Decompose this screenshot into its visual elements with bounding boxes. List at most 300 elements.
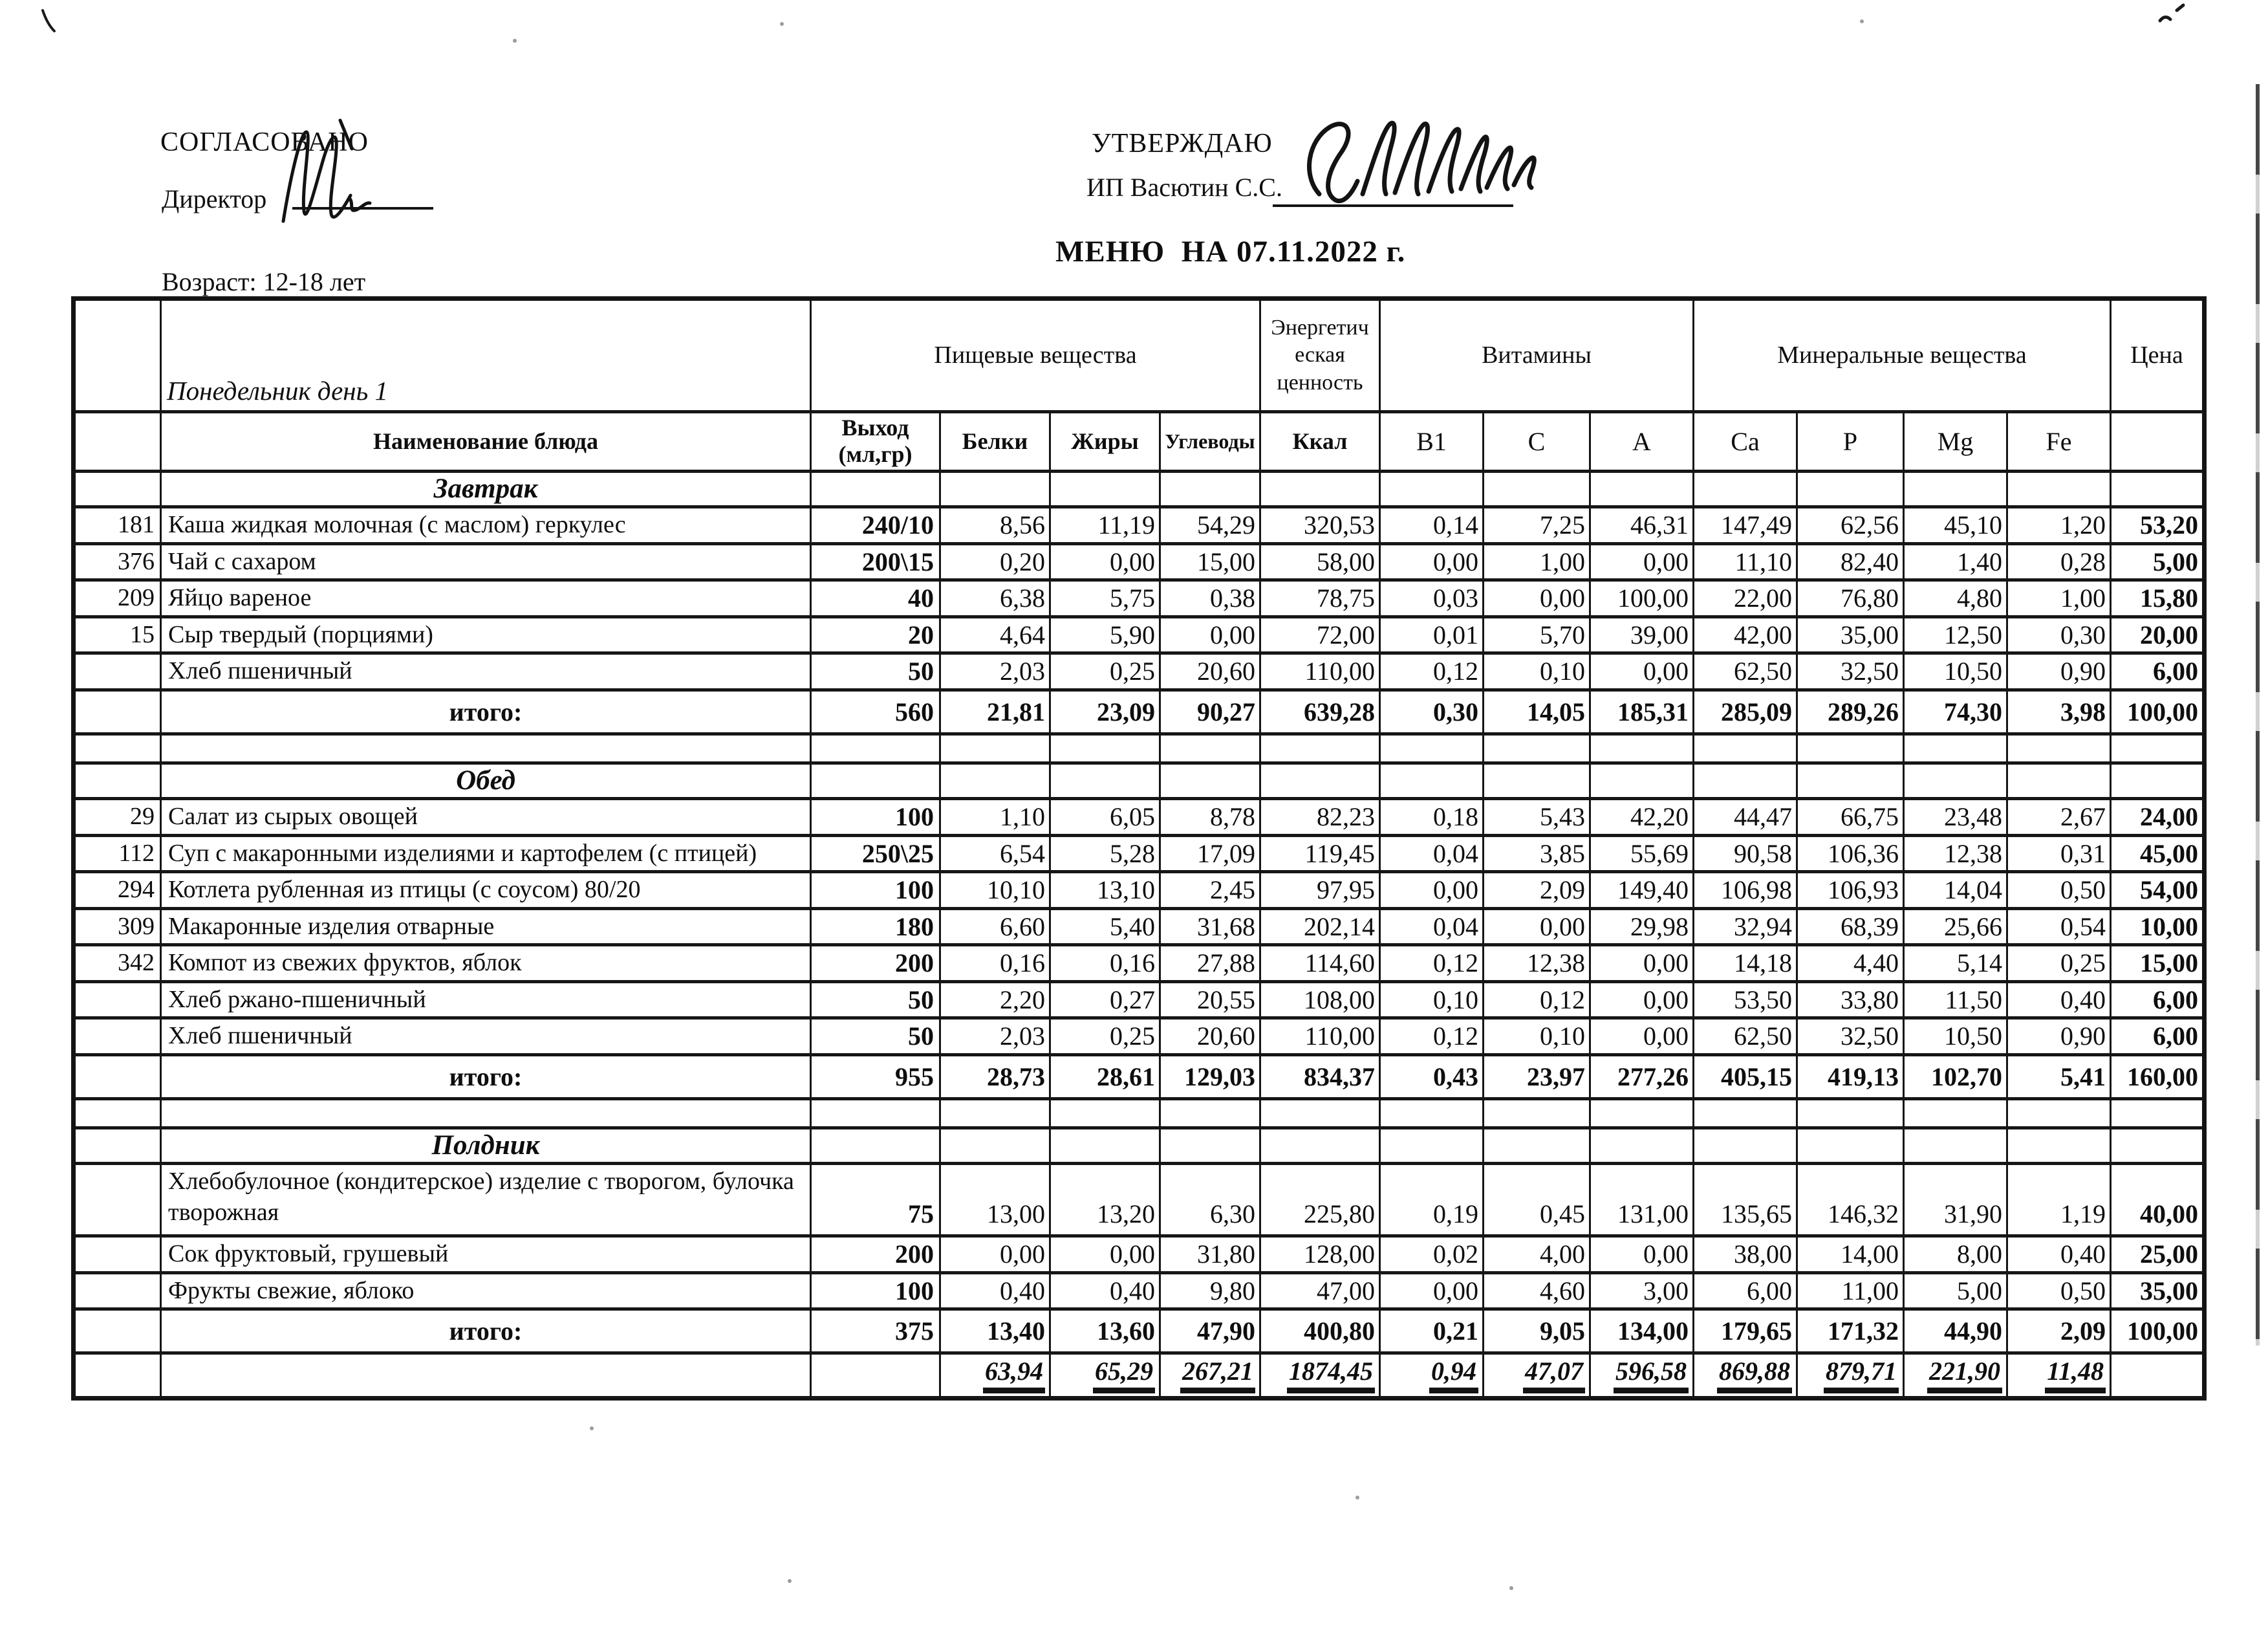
nutrient-value: 27,88 bbox=[1160, 945, 1260, 982]
nutrient-value: 0,00 bbox=[1380, 872, 1484, 909]
dish-name-column-header: Наименование блюда bbox=[161, 412, 811, 472]
dish-name: Хлеб ржано-пшеничный bbox=[161, 981, 811, 1018]
output-value: 200\15 bbox=[811, 543, 940, 580]
nutrient-value: 8,00 bbox=[1904, 1236, 2007, 1273]
empty-cell bbox=[1904, 1128, 2007, 1163]
nutrient-value: 2,20 bbox=[940, 981, 1050, 1018]
nutrient-value: 45,10 bbox=[1904, 507, 2007, 544]
grand-total-cell bbox=[940, 1353, 1050, 1399]
vitamins-group-header: Витамины bbox=[1380, 299, 1694, 412]
grand-total-number: 879,71 bbox=[1824, 1357, 1899, 1393]
magnesium-column-header: Mg bbox=[1904, 412, 2007, 472]
empty-cell bbox=[940, 734, 1050, 763]
nutrient-value: 6,05 bbox=[1050, 799, 1160, 836]
grand-total-number: 0,94 bbox=[1429, 1357, 1478, 1393]
nutrient-value: 13,10 bbox=[1050, 872, 1160, 909]
nutrient-value: 5,28 bbox=[1050, 835, 1160, 872]
empty-cell bbox=[940, 1098, 1050, 1128]
subtotal-label: итого: bbox=[161, 690, 811, 734]
nutrient-value: 0,40 bbox=[2007, 1236, 2111, 1273]
grand-total-number: 596,58 bbox=[1614, 1357, 1689, 1393]
subtotal-value: 5,41 bbox=[2007, 1054, 2111, 1098]
nutrient-value: 14,00 bbox=[1797, 1236, 1904, 1273]
nutrient-value: 0,00 bbox=[1590, 653, 1694, 690]
nutrient-value: 82,23 bbox=[1260, 799, 1380, 836]
empty-cell bbox=[2111, 1128, 2205, 1163]
grand-total-cell bbox=[1797, 1353, 1904, 1399]
empty-cell bbox=[1694, 763, 1797, 798]
nutrient-value: 29,98 bbox=[1590, 908, 1694, 945]
nutrient-value: 25,66 bbox=[1904, 908, 2007, 945]
grand-total-number: 869,88 bbox=[1717, 1357, 1792, 1393]
director-signature bbox=[264, 111, 380, 228]
subtotal-value: 23,97 bbox=[1484, 1054, 1590, 1098]
empty-cell bbox=[1590, 734, 1694, 763]
calcium-column-header: Ca bbox=[1694, 412, 1797, 472]
grand-total-cell bbox=[1694, 1353, 1797, 1399]
minerals-group-header: Минеральные вещества bbox=[1694, 299, 2111, 412]
nutrient-value: 11,50 bbox=[1904, 981, 2007, 1018]
number-column-blank bbox=[74, 412, 161, 472]
nutrient-value: 5,40 bbox=[1050, 908, 1160, 945]
price-value: 45,00 bbox=[2111, 835, 2205, 872]
dish-number bbox=[74, 1236, 161, 1273]
nutrient-value: 0,40 bbox=[2007, 981, 2111, 1018]
agreed-label: СОГЛАСОВАНО bbox=[160, 127, 369, 157]
grand-total-cell bbox=[1484, 1353, 1590, 1399]
dish-row bbox=[74, 1272, 2205, 1309]
nutrient-value: 135,65 bbox=[1694, 1164, 1797, 1236]
scan-speck bbox=[780, 22, 784, 26]
nutrient-value: 0,00 bbox=[1484, 908, 1590, 945]
empty-cell bbox=[1050, 763, 1160, 798]
nutrient-value: 6,00 bbox=[1694, 1272, 1797, 1309]
dish-row bbox=[74, 507, 2205, 544]
price-value: 6,00 bbox=[2111, 653, 2205, 690]
empty-cell bbox=[811, 1353, 940, 1399]
empty-cell bbox=[811, 1098, 940, 1128]
output-value: 40 bbox=[811, 580, 940, 617]
nutrient-value: 0,25 bbox=[1050, 1018, 1160, 1055]
spacer-row bbox=[74, 734, 2205, 763]
nutrient-value: 0,40 bbox=[1050, 1272, 1160, 1309]
day-label-cell: Понедельник день 1 bbox=[161, 299, 811, 412]
empty-cell bbox=[1260, 763, 1380, 798]
nutrient-value: 0,28 bbox=[2007, 543, 2111, 580]
nutrient-value: 0,20 bbox=[940, 543, 1050, 580]
output-value: 75 bbox=[811, 1164, 940, 1236]
nutrient-value: 11,19 bbox=[1050, 507, 1160, 544]
nutrient-value: 2,03 bbox=[940, 1018, 1050, 1055]
nutrient-value: 0,00 bbox=[1590, 981, 1694, 1018]
scan-speck bbox=[1860, 19, 1864, 23]
director-role-label: Директор bbox=[162, 184, 267, 213]
empty-cell bbox=[1484, 1128, 1590, 1163]
empty-cell bbox=[940, 763, 1050, 798]
subtotal-value: 21,81 bbox=[940, 690, 1050, 734]
nutrient-value: 6,38 bbox=[940, 580, 1050, 617]
nutrient-value: 9,80 bbox=[1160, 1272, 1260, 1309]
output-value: 180 bbox=[811, 908, 940, 945]
subtotal-value: 400,80 bbox=[1260, 1309, 1380, 1353]
empty-cell bbox=[1160, 734, 1260, 763]
section-title: Полдник bbox=[161, 1128, 811, 1163]
scan-speck bbox=[1509, 1586, 1513, 1590]
grand-total-cell bbox=[1050, 1353, 1160, 1399]
nutrient-value: 32,50 bbox=[1797, 653, 1904, 690]
nutrient-value: 12,38 bbox=[1904, 835, 2007, 872]
empty-cell bbox=[2007, 471, 2111, 507]
nutrient-value: 0,14 bbox=[1380, 507, 1484, 544]
vitamin-a-column-header: A bbox=[1590, 412, 1694, 472]
price-value: 6,00 bbox=[2111, 1018, 2205, 1055]
empty-cell bbox=[1260, 734, 1380, 763]
empty-cell bbox=[2007, 1098, 2111, 1128]
nutrient-value: 0,00 bbox=[1380, 543, 1484, 580]
grand-total-number: 1874,45 bbox=[1287, 1357, 1375, 1393]
empty-cell bbox=[1050, 471, 1160, 507]
empty-cell bbox=[1904, 1098, 2007, 1128]
nutrient-value: 320,53 bbox=[1260, 507, 1380, 544]
dish-row bbox=[74, 653, 2205, 690]
empty-cell bbox=[1694, 471, 1797, 507]
nutrient-value: 225,80 bbox=[1260, 1164, 1380, 1236]
nutrient-value: 90,58 bbox=[1694, 835, 1797, 872]
protein-column-header: Белки bbox=[940, 412, 1050, 472]
subtotal-value: 102,70 bbox=[1904, 1054, 2007, 1098]
nutrient-value: 1,00 bbox=[2007, 580, 2111, 617]
subtotal-value: 14,05 bbox=[1484, 690, 1590, 734]
nutrient-value: 0,90 bbox=[2007, 653, 2111, 690]
nutrient-value: 7,25 bbox=[1484, 507, 1590, 544]
empty-cell bbox=[2007, 734, 2111, 763]
empty-cell bbox=[1797, 734, 1904, 763]
subtotal-value: 134,00 bbox=[1590, 1309, 1694, 1353]
empty-cell bbox=[1050, 1128, 1160, 1163]
nutrient-value: 0,00 bbox=[1590, 945, 1694, 982]
price-value: 15,80 bbox=[2111, 580, 2205, 617]
nutrient-value: 131,00 bbox=[1590, 1164, 1694, 1236]
nutrient-value: 6,30 bbox=[1160, 1164, 1260, 1236]
subtotal-value: 129,03 bbox=[1160, 1054, 1260, 1098]
nutrient-value: 62,50 bbox=[1694, 1018, 1797, 1055]
nutrient-value: 110,00 bbox=[1260, 1018, 1380, 1055]
approve-label: УТВЕРЖДАЮ bbox=[1092, 129, 1273, 158]
nutrient-value: 4,80 bbox=[1904, 580, 2007, 617]
nutrient-value: 54,29 bbox=[1160, 507, 1260, 544]
nutrient-value: 32,50 bbox=[1797, 1018, 1904, 1055]
nutrient-value: 106,93 bbox=[1797, 872, 1904, 909]
nutrient-value: 4,60 bbox=[1484, 1272, 1590, 1309]
empty-cell bbox=[1590, 471, 1694, 507]
nutrient-value: 23,48 bbox=[1904, 799, 2007, 836]
subtotal-value: 28,61 bbox=[1050, 1054, 1160, 1098]
grand-total-cell bbox=[1260, 1353, 1380, 1399]
nutrient-value: 106,36 bbox=[1797, 835, 1904, 872]
nutrient-value: 76,80 bbox=[1797, 580, 1904, 617]
empty-cell bbox=[1160, 763, 1260, 798]
nutrient-value: 97,95 bbox=[1260, 872, 1380, 909]
subtotal-value: 277,26 bbox=[1590, 1054, 1694, 1098]
nutrient-value: 1,19 bbox=[2007, 1164, 2111, 1236]
output-value: 100 bbox=[811, 872, 940, 909]
pen-tick-mark bbox=[36, 6, 62, 35]
nutrient-value: 0,31 bbox=[2007, 835, 2111, 872]
nutrient-value: 68,39 bbox=[1797, 908, 1904, 945]
nutrient-value: 114,60 bbox=[1260, 945, 1380, 982]
empty-cell bbox=[2111, 763, 2205, 798]
dish-number bbox=[74, 981, 161, 1018]
nutrient-value: 42,00 bbox=[1694, 616, 1797, 653]
subtotal-output: 955 bbox=[811, 1054, 940, 1098]
subtotal-value: 23,09 bbox=[1050, 690, 1160, 734]
director-signature-line bbox=[292, 207, 433, 210]
empty-cell bbox=[2007, 1128, 2111, 1163]
output-value: 100 bbox=[811, 1272, 940, 1309]
empty-cell bbox=[74, 1353, 161, 1399]
nutrient-value: 62,50 bbox=[1694, 653, 1797, 690]
nutrient-value: 0,12 bbox=[1380, 653, 1484, 690]
section-title-row bbox=[74, 471, 2205, 507]
subtotal-output: 375 bbox=[811, 1309, 940, 1353]
price-value: 10,00 bbox=[2111, 908, 2205, 945]
nutrient-value: 0,00 bbox=[1590, 1236, 1694, 1273]
nutrient-value: 0,40 bbox=[940, 1272, 1050, 1309]
nutrient-value: 46,31 bbox=[1590, 507, 1694, 544]
price-value: 24,00 bbox=[2111, 799, 2205, 836]
nutrient-value: 0,10 bbox=[1484, 1018, 1590, 1055]
dish-name: Макаронные изделия отварные bbox=[161, 908, 811, 945]
phosphorus-column-header: P bbox=[1797, 412, 1904, 472]
nutrient-value: 110,00 bbox=[1260, 653, 1380, 690]
nutrient-value: 66,75 bbox=[1797, 799, 1904, 836]
dish-number bbox=[74, 653, 161, 690]
fat-column-header: Жиры bbox=[1050, 412, 1160, 472]
grand-total-cell bbox=[1160, 1353, 1260, 1399]
grand-total-cell bbox=[2007, 1353, 2111, 1399]
empty-cell bbox=[1797, 1128, 1904, 1163]
nutrient-value: 31,68 bbox=[1160, 908, 1260, 945]
nutrient-value: 0,02 bbox=[1380, 1236, 1484, 1273]
empty-cell bbox=[1904, 471, 2007, 507]
nutrient-value: 202,14 bbox=[1260, 908, 1380, 945]
subtotal-price: 100,00 bbox=[2111, 1309, 2205, 1353]
nutrient-value: 5,75 bbox=[1050, 580, 1160, 617]
menu-table bbox=[71, 296, 2207, 1401]
menu-table-body bbox=[74, 471, 2205, 1398]
nutrient-value: 0,19 bbox=[1380, 1164, 1484, 1236]
output-value: 50 bbox=[811, 653, 940, 690]
row-number-cell bbox=[74, 471, 161, 507]
subtotal-value: 639,28 bbox=[1260, 690, 1380, 734]
nutrient-value: 72,00 bbox=[1260, 616, 1380, 653]
empty-cell bbox=[1380, 1128, 1484, 1163]
dish-name: Каша жидкая молочная (с маслом) геркулес bbox=[161, 507, 811, 544]
nutrient-value: 38,00 bbox=[1694, 1236, 1797, 1273]
nutrient-value: 0,25 bbox=[1050, 653, 1160, 690]
row-number-cell bbox=[74, 763, 161, 798]
nutrient-value: 0,27 bbox=[1050, 981, 1160, 1018]
grand-total-number: 47,07 bbox=[1523, 1357, 1585, 1393]
subtotal-price: 160,00 bbox=[2111, 1054, 2205, 1098]
subtotal-row bbox=[74, 1054, 2205, 1098]
dish-row bbox=[74, 799, 2205, 836]
empty-cell bbox=[1484, 1098, 1590, 1128]
nutrient-value: 11,00 bbox=[1797, 1272, 1904, 1309]
nutrient-value: 22,00 bbox=[1694, 580, 1797, 617]
empty-cell bbox=[74, 734, 161, 763]
empty-cell bbox=[1590, 763, 1694, 798]
subtotal-label: итого: bbox=[161, 1309, 811, 1353]
empty-cell bbox=[1904, 763, 2007, 798]
subtotal-value: 185,31 bbox=[1590, 690, 1694, 734]
dish-number bbox=[74, 1272, 161, 1309]
dish-row bbox=[74, 908, 2205, 945]
nutrient-value: 0,00 bbox=[1590, 543, 1694, 580]
dish-row bbox=[74, 981, 2205, 1018]
nutrient-value: 5,00 bbox=[1904, 1272, 2007, 1309]
nutrient-value: 13,20 bbox=[1050, 1164, 1160, 1236]
output-value: 50 bbox=[811, 1018, 940, 1055]
nutrient-value: 0,00 bbox=[1160, 616, 1260, 653]
subtotal-label: итого: bbox=[161, 1054, 811, 1098]
empty-cell bbox=[1590, 1128, 1694, 1163]
nutrient-value: 31,80 bbox=[1160, 1236, 1260, 1273]
row-number-cell bbox=[74, 690, 161, 734]
nutrient-value: 119,45 bbox=[1260, 835, 1380, 872]
dish-row bbox=[74, 872, 2205, 909]
empty-cell bbox=[1160, 1128, 1260, 1163]
empty-cell bbox=[811, 471, 940, 507]
nutrient-value: 0,00 bbox=[1050, 543, 1160, 580]
nutrient-value: 0,25 bbox=[2007, 945, 2111, 982]
empty-cell bbox=[2111, 734, 2205, 763]
price-column-blank bbox=[2111, 412, 2205, 472]
corner-ink-mark bbox=[2155, 1, 2194, 27]
dish-number: 342 bbox=[74, 945, 161, 982]
empty-cell bbox=[1797, 763, 1904, 798]
nutrient-value: 17,09 bbox=[1160, 835, 1260, 872]
nutrient-value: 12,38 bbox=[1484, 945, 1590, 982]
dish-number: 112 bbox=[74, 835, 161, 872]
nutrient-value: 10,50 bbox=[1904, 1018, 2007, 1055]
grand-total-cell bbox=[1380, 1353, 1484, 1399]
nutrient-value: 20,60 bbox=[1160, 1018, 1260, 1055]
subtotal-value: 47,90 bbox=[1160, 1309, 1260, 1353]
nutrient-value: 0,16 bbox=[940, 945, 1050, 982]
scan-speck bbox=[1355, 1496, 1359, 1500]
empty-cell bbox=[74, 1098, 161, 1128]
empty-cell bbox=[1050, 1098, 1160, 1128]
output-value: 200 bbox=[811, 945, 940, 982]
nutrient-value: 146,32 bbox=[1797, 1164, 1904, 1236]
dish-number: 15 bbox=[74, 616, 161, 653]
nutrient-value: 0,16 bbox=[1050, 945, 1160, 982]
nutrient-value: 0,03 bbox=[1380, 580, 1484, 617]
nutrient-value: 5,90 bbox=[1050, 616, 1160, 653]
dish-number: 376 bbox=[74, 543, 161, 580]
subtotal-value: 0,21 bbox=[1380, 1309, 1484, 1353]
price-value: 35,00 bbox=[2111, 1272, 2205, 1309]
kcal-column-header: Ккал bbox=[1260, 412, 1380, 472]
nutrient-value: 0,12 bbox=[1380, 945, 1484, 982]
nutrient-value: 39,00 bbox=[1590, 616, 1694, 653]
grand-total-number: 63,94 bbox=[983, 1357, 1045, 1393]
nutrient-value: 4,00 bbox=[1484, 1236, 1590, 1273]
nutrient-value: 20,60 bbox=[1160, 653, 1260, 690]
nutrient-value: 35,00 bbox=[1797, 616, 1904, 653]
nutrient-value: 4,40 bbox=[1797, 945, 1904, 982]
dish-name: Чай с сахаром bbox=[161, 543, 811, 580]
empty-cell bbox=[2111, 1353, 2205, 1399]
nutrient-value: 4,64 bbox=[940, 616, 1050, 653]
price-value: 5,00 bbox=[2111, 543, 2205, 580]
nutrient-value: 6,54 bbox=[940, 835, 1050, 872]
section-title: Завтрак bbox=[161, 471, 811, 507]
output-value: 250\25 bbox=[811, 835, 940, 872]
nutrient-value: 0,00 bbox=[1590, 1018, 1694, 1055]
table-column-header-row bbox=[74, 412, 2205, 472]
price-value: 15,00 bbox=[2111, 945, 2205, 982]
nutrient-value: 14,18 bbox=[1694, 945, 1797, 982]
price-value: 53,20 bbox=[2111, 507, 2205, 544]
dish-row bbox=[74, 616, 2205, 653]
nutrient-value: 0,00 bbox=[940, 1236, 1050, 1273]
subtotal-value: 3,98 bbox=[2007, 690, 2111, 734]
dish-row bbox=[74, 1018, 2205, 1055]
empty-cell bbox=[1160, 1098, 1260, 1128]
dish-number: 181 bbox=[74, 507, 161, 544]
nutrient-value: 0,90 bbox=[2007, 1018, 2111, 1055]
document-title: МЕНЮ НА 07.11.2022 г. bbox=[1055, 235, 1406, 268]
empty-cell bbox=[1380, 1098, 1484, 1128]
nutrient-value: 128,00 bbox=[1260, 1236, 1380, 1273]
iron-column-header: Fe bbox=[2007, 412, 2111, 472]
nutrient-value: 78,75 bbox=[1260, 580, 1380, 617]
output-value: 100 bbox=[811, 799, 940, 836]
empty-cell bbox=[1484, 763, 1590, 798]
dish-number: 294 bbox=[74, 872, 161, 909]
subtotal-value: 419,13 bbox=[1797, 1054, 1904, 1098]
nutrient-value: 20,55 bbox=[1160, 981, 1260, 1018]
carbs-column-header: Углеводы bbox=[1160, 412, 1260, 472]
subtotal-value: 13,60 bbox=[1050, 1309, 1160, 1353]
dish-number: 209 bbox=[74, 580, 161, 617]
grand-total-cell bbox=[1590, 1353, 1694, 1399]
spacer-row bbox=[74, 1098, 2205, 1128]
nutrient-value: 6,60 bbox=[940, 908, 1050, 945]
subtotal-value: 2,09 bbox=[2007, 1309, 2111, 1353]
empty-cell bbox=[2111, 471, 2205, 507]
empty-cell bbox=[161, 1353, 811, 1399]
nutrient-value: 0,50 bbox=[2007, 1272, 2111, 1309]
nutrient-value: 5,14 bbox=[1904, 945, 2007, 982]
empty-cell bbox=[940, 471, 1050, 507]
row-number-cell bbox=[74, 1128, 161, 1163]
table-group-header-row bbox=[74, 299, 2205, 412]
empty-cell bbox=[1380, 734, 1484, 763]
output-column-header: Выход (мл,гр) bbox=[811, 412, 940, 472]
grand-total-row bbox=[74, 1353, 2205, 1399]
grand-total-number: 11,48 bbox=[2045, 1357, 2106, 1393]
row-number-cell bbox=[74, 1054, 161, 1098]
section-title-row bbox=[74, 763, 2205, 798]
dish-row bbox=[74, 1164, 2205, 1236]
nutrient-value: 8,56 bbox=[940, 507, 1050, 544]
price-value: 40,00 bbox=[2111, 1164, 2205, 1236]
empty-cell bbox=[1694, 1128, 1797, 1163]
nutrient-value: 31,90 bbox=[1904, 1164, 2007, 1236]
